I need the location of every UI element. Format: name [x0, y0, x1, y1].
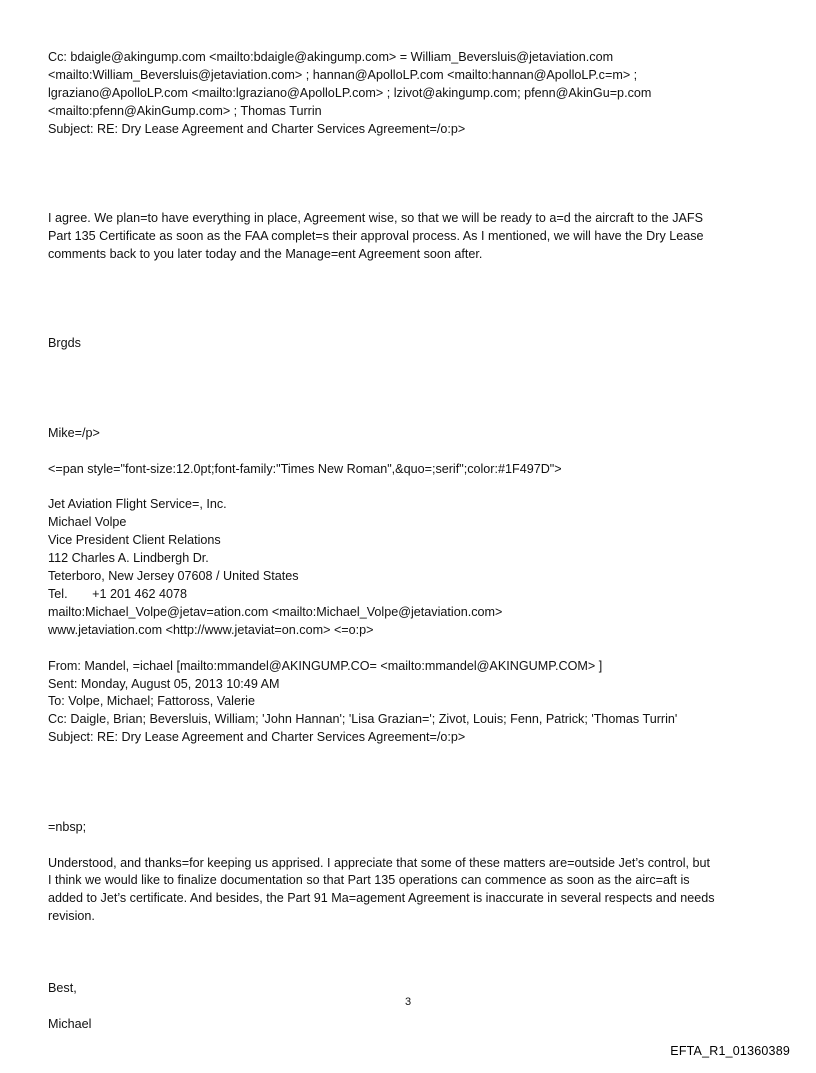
spacer — [48, 747, 778, 801]
spacer — [48, 192, 778, 210]
spacer — [48, 479, 778, 497]
spacer — [48, 443, 778, 461]
forwarded-header-block — [48, 658, 778, 748]
cc-header-block — [48, 49, 778, 139]
paragraph-line: Understood, and thanks=for keeping us apprised. I appreciate that some of these matters are=outside Jet’s control, but — [48, 855, 711, 870]
paragraph-line: added to Jet’s certificate. And besides, the Part 91 Ma=agement Agreement is inaccurate in several respects and needs — [48, 891, 715, 906]
span-markup-artifact: <=pan style="font-size:12.0pt;font-family:"Times New Roman",&quo=;serif";color:#1F497D"> — [48, 461, 562, 476]
subject-line: Subject: RE: Dry Lease Agreement and Charter Services Agreement=/o:p> — [48, 121, 466, 136]
from-line: From: Mandel, =ichael [mailto:mmandel@AKINGUMP.CO= <mailto:mmandel@AKINGUMP.COM> ] — [48, 658, 603, 673]
header-line: Cc: bdaigle@akingump.com <mailto:bdaigle@akingump.com> = William_Beversluis@jetaviation.com — [48, 50, 614, 64]
spacer — [48, 926, 778, 980]
closing-name: Mike=/p> — [48, 425, 100, 440]
bates-number: EFTA_R1_01360389 — [670, 1044, 790, 1058]
cc-line: Cc: Daigle, Brian; Beversluis, William; 'John Hannan'; 'Lisa Grazian='; Zivot, Louis; Fenn, Patrick; 'Thomas Turrin' — [48, 712, 678, 727]
signature-company: Jet Aviation Flight Service=, Inc. — [48, 497, 227, 512]
forwarded-closing-regards: Best, — [48, 980, 77, 995]
paragraph-line: Part 135 Certificate as soon as the FAA complet=s their approval process. As I mentioned, we will have the Dry Lease — [48, 229, 704, 244]
header-line: <mailto:William_Beversluis@jetaviation.com> ; hannan@ApolloLP.com <mailto:hannan@ApolloLP.c=m> ; — [48, 67, 638, 82]
page-number: 3 — [404, 996, 412, 1008]
subject-line: Subject: RE: Dry Lease Agreement and Charter Services Agreement=/o:p> — [48, 730, 466, 745]
closing-regards: Brgds — [48, 336, 81, 351]
paragraph-line: comments back to you later today and the Manage=ent Agreement soon after. — [48, 246, 483, 261]
header-line: lgraziano@ApolloLP.com <mailto:lgraziano@ApolloLP.com> ; lzivot@akingump.com; pfenn@AkinGu=p.com — [48, 85, 652, 100]
spacer — [48, 353, 778, 407]
forwarded-closing-name: Michael — [48, 1016, 92, 1031]
forwarded-paragraph — [48, 855, 778, 927]
signature-block — [48, 496, 778, 639]
signature-city: Teterboro, New Jersey 07608 / United States — [48, 569, 299, 584]
sent-line: Sent: Monday, August 05, 2013 10:49 AM — [48, 676, 280, 691]
signature-title: Vice President Client Relations — [48, 533, 221, 548]
spacer — [48, 318, 778, 336]
signature-phone: Tel. +1 201 462 4078 — [48, 587, 187, 602]
signature-address: 112 Charles A. Lindbergh Dr. — [48, 551, 209, 566]
reply-paragraph — [48, 210, 778, 264]
paragraph-line: I agree. We plan=to have everything in place, Agreement wise, so that we will be ready to a=d the aircraft to the JAFS — [48, 211, 704, 226]
spacer — [48, 264, 778, 318]
signature-website: www.jetaviation.com <http://www.jetaviat=on.com> <=o:p> — [48, 622, 374, 637]
spacer — [48, 407, 778, 425]
to-line: To: Volpe, Michael; Fattoross, Valerie — [48, 694, 255, 709]
paragraph-line: revision. — [48, 909, 95, 924]
signature-email: mailto:Michael_Volpe@jetav=ation.com <mailto:Michael_Volpe@jetaviation.com> — [48, 604, 503, 619]
email-body — [48, 49, 778, 1034]
header-line: <mailto:pfenn@AkinGump.com> ; Thomas Turrin — [48, 103, 322, 118]
spacer — [48, 640, 778, 658]
signature-name: Michael Volpe — [48, 515, 127, 530]
spacer — [48, 801, 778, 819]
nbsp-artifact: =nbsp; — [48, 819, 87, 834]
spacer — [48, 837, 778, 855]
paragraph-line: I think we would like to finalize documentation so that Part 135 operations can commence as soon as the airc=aft is — [48, 873, 690, 888]
spacer — [48, 139, 778, 193]
